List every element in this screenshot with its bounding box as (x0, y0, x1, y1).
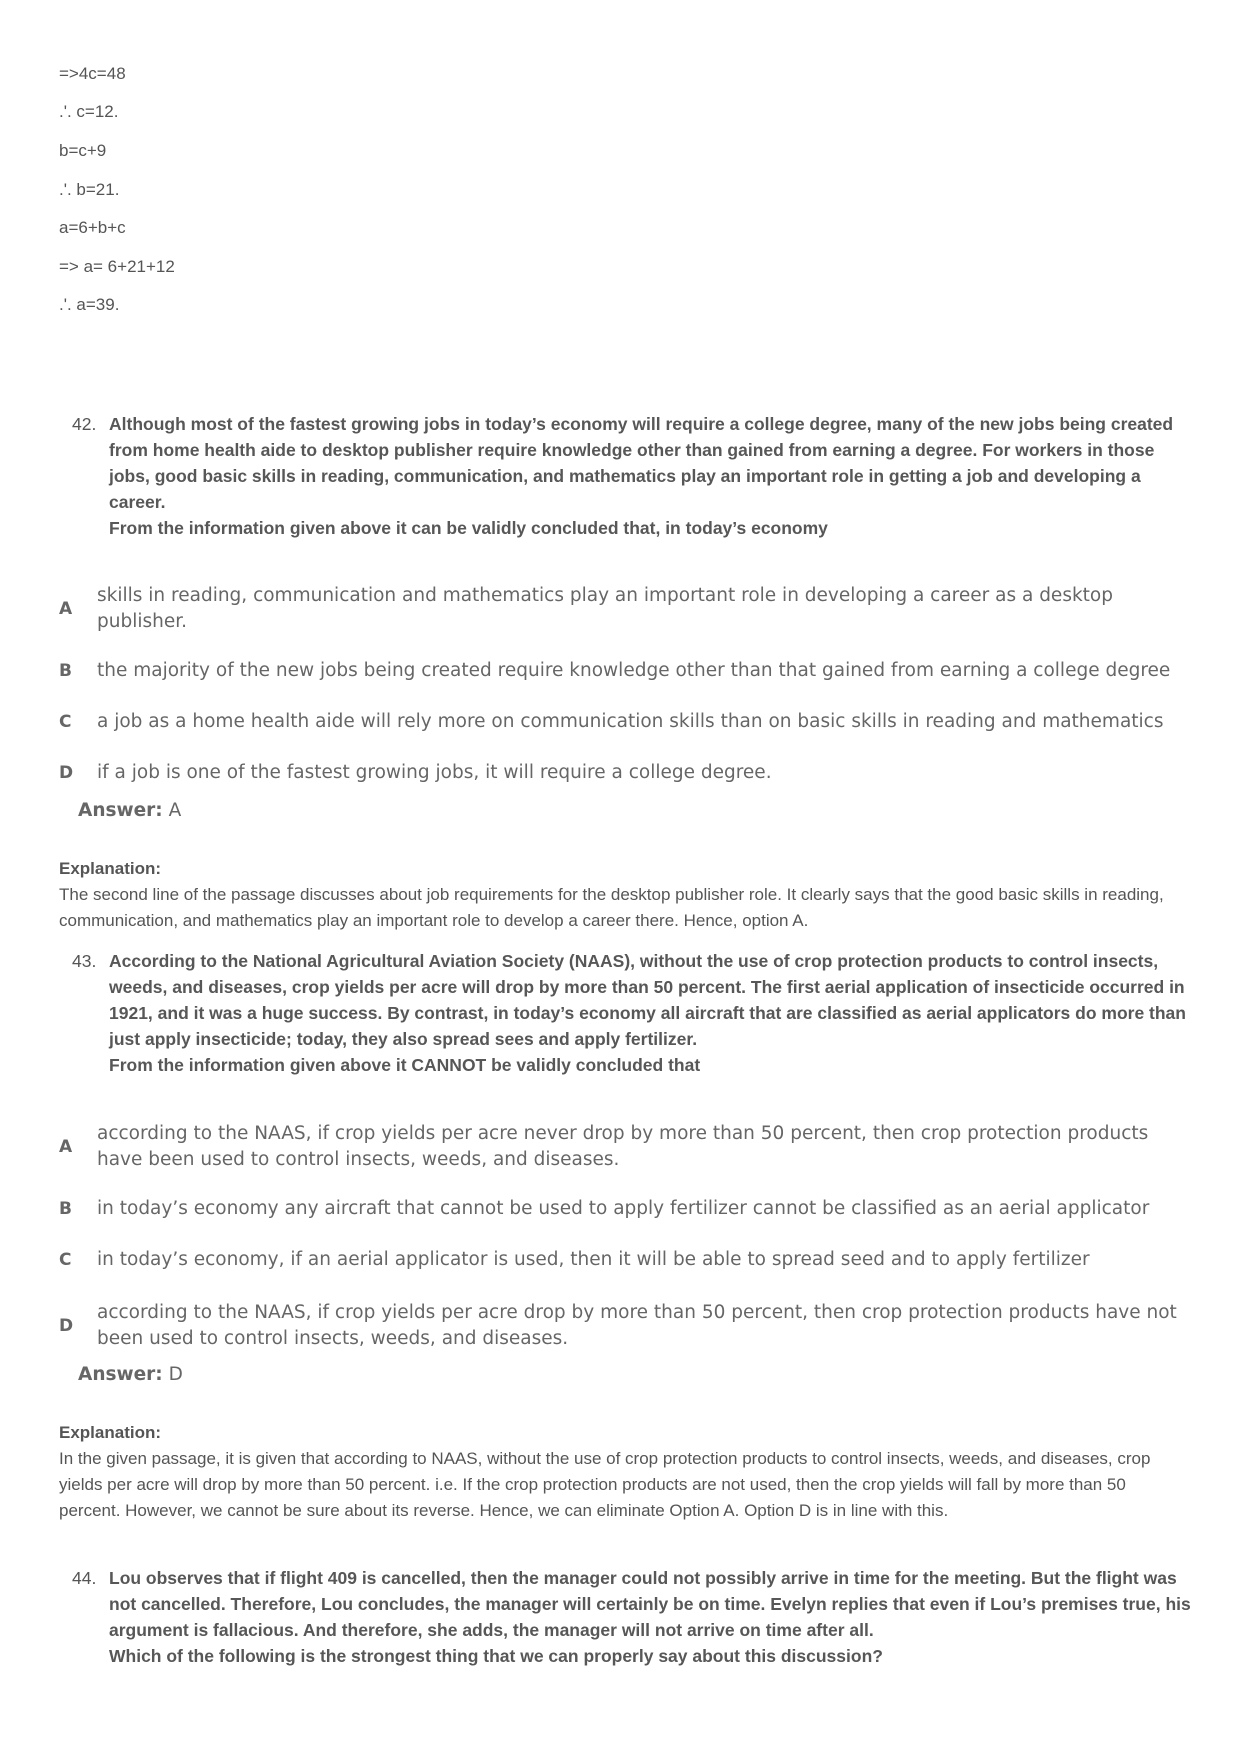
working-line: a=6+b+c (59, 218, 126, 237)
option-b (59, 658, 1189, 684)
option-text: in today’s economy, if an aerial applicator is used, then it will be able to spread seed and to apply fertilizer (97, 1249, 1090, 1270)
option-text: the majority of the new jobs being created require knowledge other than that gained from earning a college degree (97, 660, 1171, 681)
option-label: B (59, 661, 72, 681)
option-text: in today’s economy any aircraft that cannot be used to apply fertilizer cannot be classified as an aerial applicator (97, 1198, 1150, 1219)
question-text: According to the National Agricultural Aviation Society (NAAS), without the use of crop protection products to control insects, weeds, and diseases, crop yields per acre will drop by more than 50 percent. The first aerial application of insecticide occurred in 1921, and it was a huge success. By contrast, in today’s economy all aircraft that are classified as aerial applicators do more than just apply insecticide; today, they also spread sees and apply fertilizer. (109, 951, 1186, 1049)
question-number: 44. (72, 1568, 97, 1588)
option-c (59, 1247, 1189, 1273)
working-line: => a= 6+21+12 (59, 257, 175, 276)
question-prompt: From the information given above it CANNOT be validly concluded that (109, 1055, 701, 1075)
option-d (59, 760, 1189, 786)
question-body (109, 1565, 1192, 1669)
question-body (109, 411, 1192, 541)
question-number: 43. (72, 951, 97, 971)
explanation-text: The second line of the passage discusses about job requirements for the desktop publisher role. It clearly says that the good basic skills in reading, communication, and mathematics play an important role to develop a career there. Hence, option A. (59, 885, 1164, 930)
option-label: C (59, 1250, 72, 1270)
question-prompt: From the information given above it can be validly concluded that, in today’s economy (109, 518, 828, 538)
answer-value: A (168, 800, 182, 821)
option-d (59, 1300, 1189, 1352)
option-text: according to the NAAS, if crop yields per acre drop by more than 50 percent, then crop protection products have not been used to control insects, weeds, and diseases. (97, 1302, 1177, 1349)
explanation-label: Explanation: (59, 859, 162, 878)
option-c (59, 709, 1189, 735)
answer-label: Answer: (78, 800, 163, 821)
option-label: A (59, 599, 73, 619)
question-43 (72, 948, 1192, 1078)
explanation-text: In the given passage, it is given that according to NAAS, without the use of crop protection products to control insects, weeds, and diseases, crop yields per acre will drop by more than 50 percent. i.e. If the crop protection products are not used, then the crop yields will fall by more than 50 percent. However, we cannot be sure about its reverse. Hence, we can eliminate Option A. Option D is in line with this. (59, 1449, 1151, 1520)
working-line: =>4c=48 (59, 64, 126, 83)
option-a (59, 1121, 1189, 1173)
option-label: B (59, 1199, 72, 1219)
option-b (59, 1196, 1189, 1222)
option-label: C (59, 712, 72, 732)
option-a (59, 583, 1189, 635)
question-text: Lou observes that if flight 409 is cancelled, then the manager could not possibly arrive in time for the meeting. But the flight was not cancelled. Therefore, Lou concludes, the manager will certainly be on time. Evelyn replies that even if Lou’s premises true, his argument is fallacious. And therefore, she adds, the manager will not arrive on time after all. (109, 1568, 1191, 1640)
answer-line (78, 1364, 183, 1385)
option-text: according to the NAAS, if crop yields per acre never drop by more than 50 percent, then crop protection products have been used to control insects, weeds, and diseases. (97, 1123, 1149, 1170)
question-body (109, 948, 1192, 1078)
question-number: 42. (72, 414, 97, 434)
answer-value: D (168, 1364, 183, 1385)
working-line: b=c+9 (59, 141, 107, 160)
question-text: Although most of the fastest growing jobs in today’s economy will require a college degree, many of the new jobs being created from home health aide to desktop publisher require knowledge other than gained from earning a degree. For workers in those jobs, good basic skills in reading, communication, and mathematics play an important role in getting a job and developing a career. (109, 414, 1174, 512)
option-label: D (59, 763, 74, 783)
answer-label: Answer: (78, 1364, 163, 1385)
question-44 (72, 1565, 1192, 1669)
explanation-block (59, 856, 1189, 934)
explanation-label: Explanation: (59, 1423, 162, 1442)
working-line: .'. a=39. (59, 295, 120, 314)
option-text: a job as a home health aide will rely more on communication skills than on basic skills in reading and mathematics (97, 711, 1164, 732)
working-line: .'. b=21. (59, 180, 120, 199)
option-text: skills in reading, communication and mathematics play an important role in developing a career as a desktop publisher. (97, 585, 1113, 632)
option-label: A (59, 1137, 73, 1157)
explanation-block (59, 1420, 1189, 1524)
question-42 (72, 411, 1192, 541)
answer-line (78, 800, 181, 821)
question-prompt: Which of the following is the strongest thing that we can properly say about this discussion? (109, 1646, 883, 1666)
working-line: .'. c=12. (59, 102, 119, 121)
option-text: if a job is one of the fastest growing jobs, it will require a college degree. (97, 762, 772, 783)
option-label: D (59, 1316, 74, 1336)
